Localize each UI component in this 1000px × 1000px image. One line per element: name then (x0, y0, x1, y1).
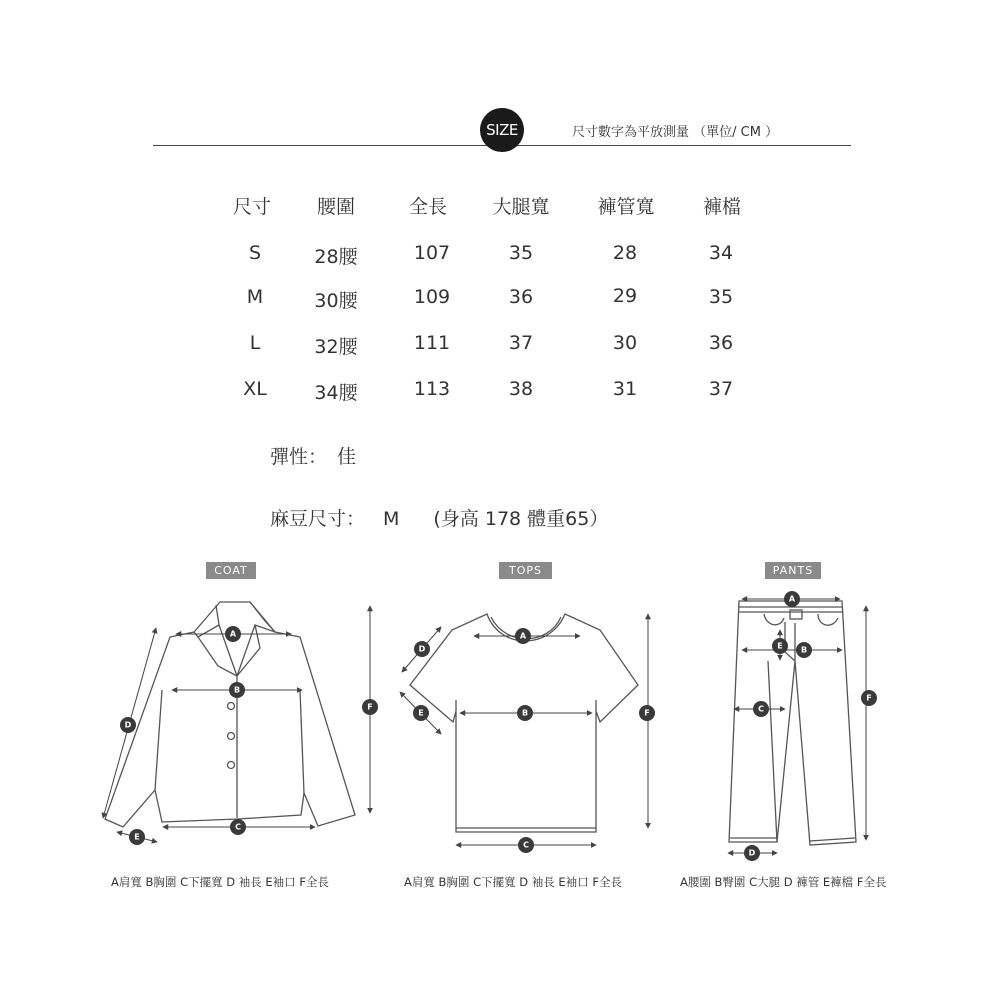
size-badge: SIZE (480, 108, 524, 152)
table-cell: XL (243, 378, 267, 400)
table-cell: 34 (708, 242, 734, 264)
col-header-size: 尺寸 (232, 196, 272, 218)
svg-text:C: C (523, 840, 529, 850)
table-cell: 32腰 (314, 336, 358, 358)
table-cell: 35 (508, 242, 534, 264)
elasticity-value: 佳 (337, 446, 357, 468)
marker-d-icon (744, 845, 760, 861)
table-cell: 28腰 (314, 246, 358, 268)
svg-text:C: C (235, 822, 241, 832)
table-cell: 37 (508, 332, 534, 354)
svg-text:E: E (418, 708, 424, 718)
elasticity-label: 彈性： (270, 446, 328, 468)
svg-text:C: C (758, 704, 764, 714)
marker-a-icon (515, 628, 531, 644)
model-size-label: 麻豆尺寸： (270, 508, 366, 530)
svg-text:F: F (367, 702, 373, 712)
marker-f-icon (861, 690, 877, 706)
col-header-waist: 腰圍 (316, 196, 356, 218)
svg-text:B: B (800, 645, 808, 655)
svg-text:A: A (229, 629, 237, 639)
col-header-thigh: 大腿寬 (492, 196, 550, 218)
pants-outline (729, 601, 856, 845)
table-cell: 30 (612, 332, 638, 354)
pants-tag: PANTS (765, 562, 821, 579)
table-cell: M (246, 286, 264, 308)
svg-text:A: A (519, 631, 527, 641)
marker-a-icon (225, 626, 241, 642)
marker-f-icon (639, 705, 655, 721)
coat-caption: A肩寬 B胸圍 C下擺寬 D 袖長 E袖口 F全長 (111, 875, 329, 889)
table-cell: 37 (708, 378, 734, 400)
svg-text:F: F (644, 708, 650, 718)
table-cell: 36 (708, 332, 734, 354)
svg-text:B: B (521, 708, 529, 718)
tops-tag: TOPS (499, 562, 552, 579)
marker-d-icon (120, 717, 136, 733)
tops-outline (410, 614, 638, 832)
table-cell: 30腰 (314, 290, 358, 312)
table-cell: 28 (612, 242, 638, 264)
marker-e-icon (129, 829, 145, 845)
marker-c-icon (753, 701, 769, 717)
col-header-leg-opening: 褲管寬 (597, 196, 655, 218)
table-cell: 36 (508, 286, 534, 308)
marker-b-icon (517, 705, 533, 721)
marker-b-icon (229, 682, 245, 698)
pants-caption: A腰圍 B臀圍 C大腿 D 褲管 E褲檔 F全長 (680, 875, 887, 889)
svg-text:E: E (777, 641, 783, 651)
svg-text:A: A (788, 594, 796, 604)
table-cell: 35 (708, 286, 734, 308)
table-cell: 34腰 (314, 382, 358, 404)
marker-c-icon (518, 837, 534, 853)
table-cell: 109 (413, 286, 451, 308)
col-header-length: 全長 (408, 196, 448, 218)
model-details: (身高 178 體重65） (433, 508, 609, 530)
col-header-rise: 褲檔 (702, 196, 742, 218)
table-cell: 111 (413, 332, 451, 354)
table-cell: S (248, 242, 262, 264)
svg-text:F: F (866, 693, 872, 703)
model-size-value: M (383, 508, 400, 530)
svg-text:E: E (134, 832, 140, 842)
marker-f-icon (362, 699, 378, 715)
svg-text:D: D (124, 720, 132, 730)
table-cell: 107 (413, 242, 451, 264)
table-cell: 31 (612, 378, 638, 400)
marker-e-icon (413, 705, 429, 721)
table-cell: 38 (508, 378, 534, 400)
svg-text:D: D (418, 644, 426, 654)
coat-tag: COAT (206, 562, 256, 579)
marker-b-icon (796, 642, 812, 658)
svg-text:D: D (748, 848, 756, 858)
pants-diagram (729, 601, 856, 845)
marker-d-icon (414, 641, 430, 657)
marker-e-icon (772, 638, 788, 654)
table-cell: L (249, 332, 261, 354)
tops-diagram (410, 614, 638, 832)
table-cell: 29 (612, 285, 638, 307)
measurement-note: 尺寸數字為平放測量 （單位/ CM ） (572, 125, 779, 140)
svg-text:B: B (233, 685, 241, 695)
table-cell: 113 (413, 378, 451, 400)
tops-caption: A肩寬 B胸圍 C下擺寬 D 袖長 E袖口 F全長 (404, 875, 622, 889)
marker-c-icon (230, 819, 246, 835)
marker-a-icon (784, 591, 800, 607)
